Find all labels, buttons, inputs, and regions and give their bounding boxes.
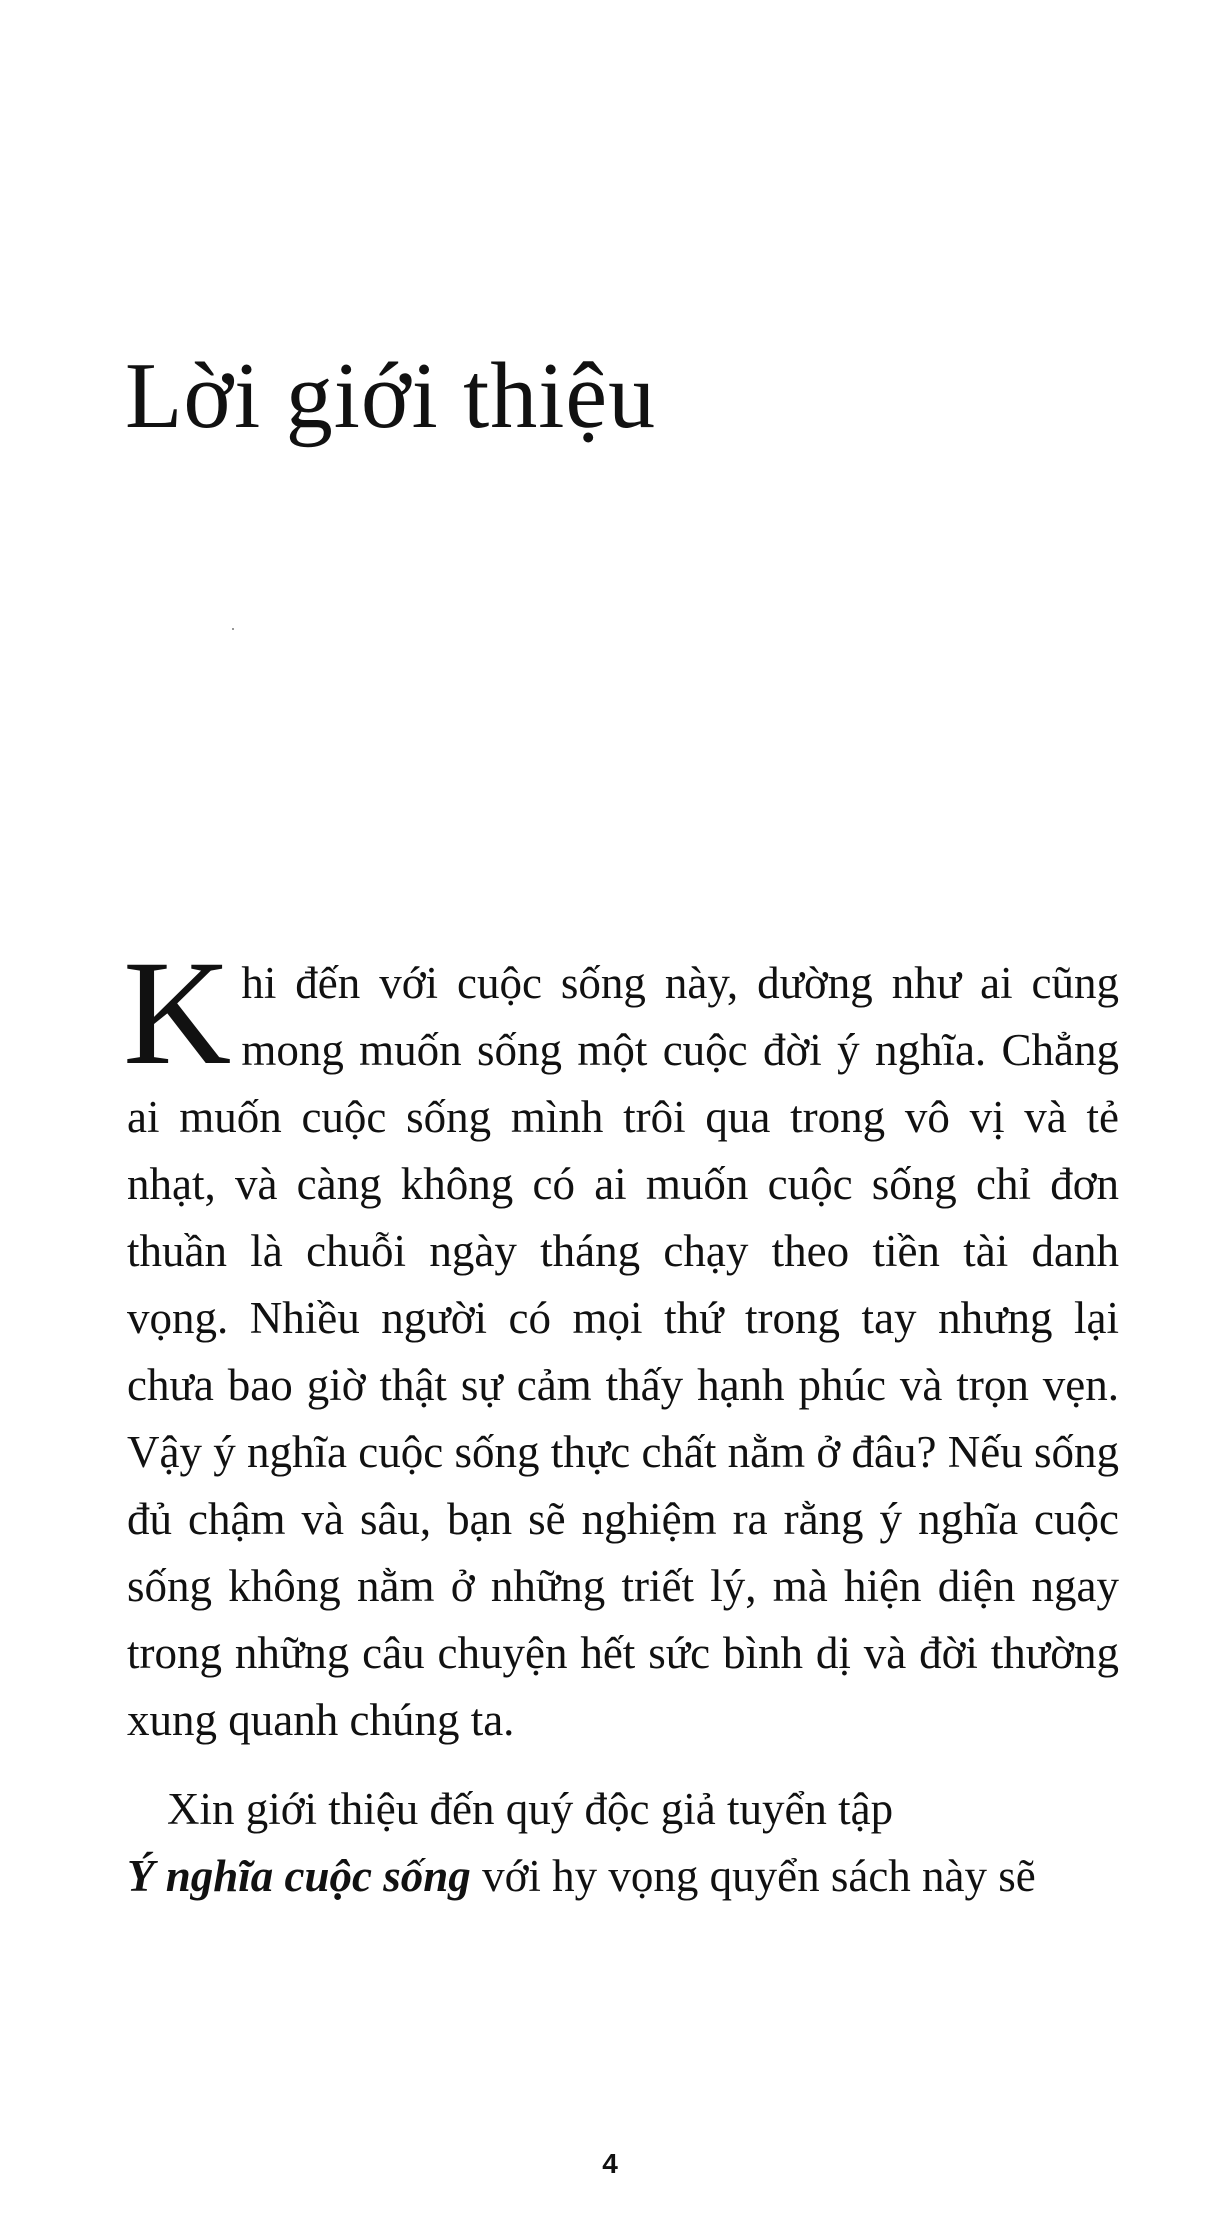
paragraph-1 [123, 930, 1119, 1754]
ink-dot [232, 628, 234, 630]
drop-cap: K [123, 930, 232, 1096]
introduction-body [123, 930, 1119, 1910]
paragraph-2 [127, 1776, 1119, 1910]
paragraph-2-lead: Xin giới thiệu đến quý độc giả tuyển tập [167, 1784, 894, 1834]
book-title: Ý nghĩa cuộc sống [127, 1851, 471, 1901]
page-title: Lời giới thiệu [125, 344, 657, 448]
paragraph-2-tail: với hy vọng quyển sách này sẽ [482, 1851, 1036, 1901]
page-number: 4 [602, 2148, 618, 2179]
paragraph-1-text: hi đến với cuộc sống này, dường như ai cũng mong muốn sống một cuộc đời ý nghĩa. Chẳng ai muốn cuộc sống mình trôi qua trong vô vị và tẻ nhạt, và càng không có ai muốn cuộc sống chỉ đơn thuần là chuỗi ngày tháng chạy theo tiền tài danh vọng. Nhiều người có mọi thứ trong tay nhưng lại chưa bao giờ thật sự cảm thấy hạnh phúc và trọn vẹn. Vậy ý nghĩa cuộc sống thực chất nằm ở đâu? Nếu sống đủ chậm và sâu, bạn sẽ nghiệm ra rằng ý nghĩa cuộc sống không nằm ở những triết lý, mà hiện diện ngay trong những câu chuyện hết sức bình dị và đời thường xung quanh chúng ta. [127, 958, 1119, 1745]
